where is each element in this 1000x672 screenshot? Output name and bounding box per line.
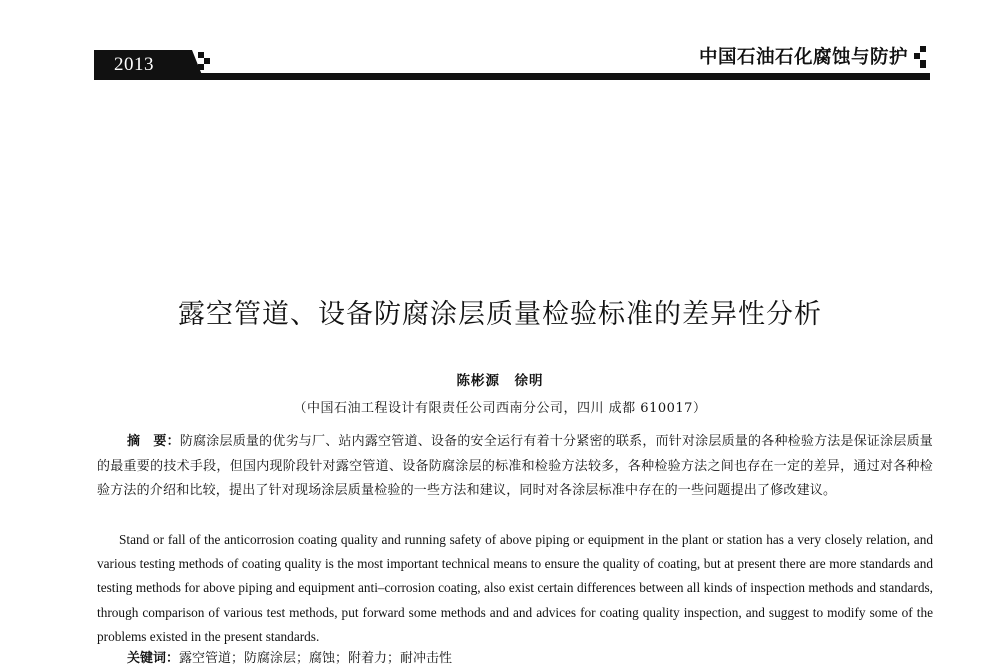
year-tab: 2013 bbox=[94, 50, 192, 80]
english-abstract: Stand or fall of the anticorrosion coating quality and running safety of above piping or equipment in the plant or station has a very closely relation, and various testing methods of coating quality is the most important technical means to ensure the quality of coating, but at present there are more standards and testing methods for above piping and equipment anti–corrosion coating, also exist certain differences between all kinds of inspection methods and standards, through comparison of various test methods, put forward some methods and and advices for coating quality inspection, and suggest to modify some of the problems existed in the present standards. bbox=[97, 532, 933, 644]
square-mark-icon bbox=[198, 52, 212, 70]
keywords-text: 露空管道；防腐涂层；腐蚀；附着力；耐冲击性 bbox=[179, 651, 453, 666]
chinese-abstract bbox=[97, 430, 933, 504]
running-header bbox=[94, 44, 930, 82]
abstract-label: 摘 要： bbox=[127, 434, 180, 449]
header-rule bbox=[94, 73, 930, 80]
author-affiliation: （中国石油工程设计有限责任公司西南分公司，四川 成都 610017） bbox=[293, 401, 707, 416]
square-mark-icon bbox=[914, 46, 928, 70]
abstract-text: 防腐涂层质量的优劣与厂、站内露空管道、设备的安全运行有着十分紧密的联系，而针对涂层质量的各种检验方法是保证涂层质量的最重要的技术手段，但国内现阶段针对露空管道、设备防腐涂层的标准和检验方法较多，各种检验方法之间也存在一定的差异，通过对各种检验方法的介绍和比较，提出了针对现场涂层质量检验的一些方法和建议，同时对各涂层标准中存在的一些问题提出了修改建议。 bbox=[97, 434, 933, 498]
keywords bbox=[127, 648, 933, 670]
author-list: 陈彬源 徐明 bbox=[456, 373, 544, 389]
article-title: 露空管道、设备防腐涂层质量检验标准的差异性分析 bbox=[178, 299, 822, 330]
keywords-label: 关键词： bbox=[127, 651, 180, 666]
journal-title: 中国石油石化腐蚀与防护 bbox=[698, 47, 908, 68]
